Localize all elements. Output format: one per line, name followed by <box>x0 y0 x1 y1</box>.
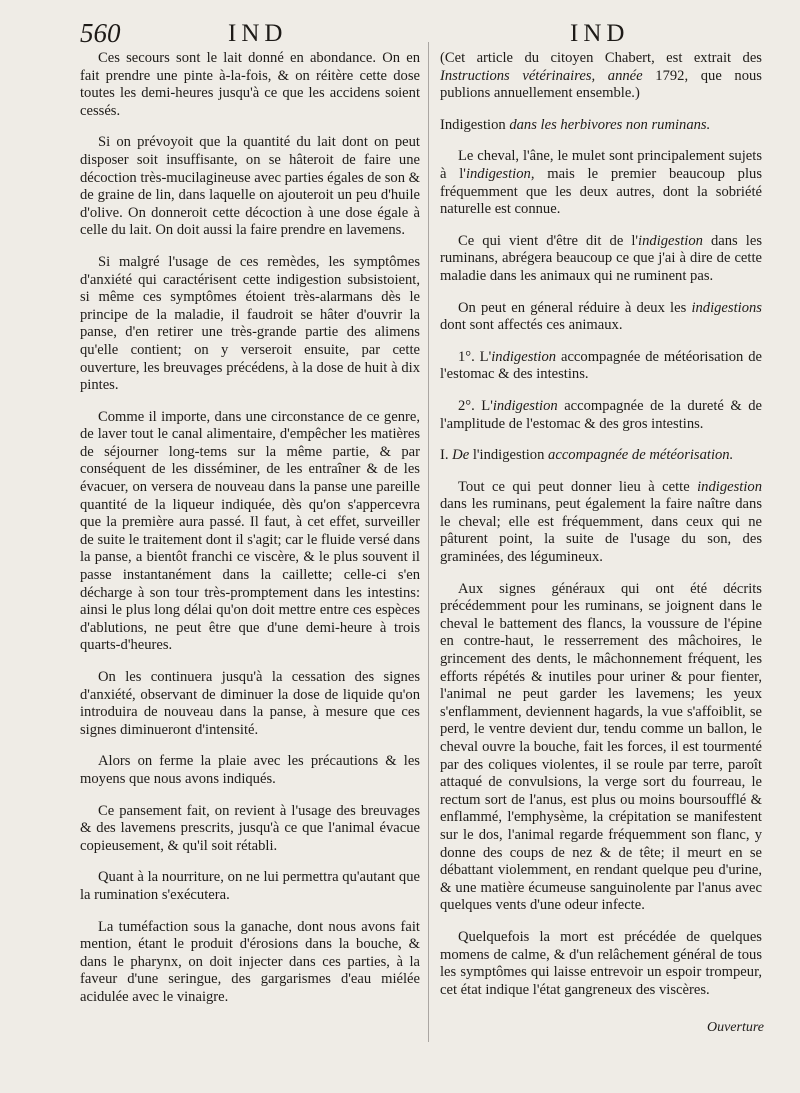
paragraph: Si on prévoyoit que la quantité du lait dont on peut disposer soit insuffisante, on se hâteroit de faire une décoction très-mucilagineuse avec parties égales de son & de graine de lin, dans laquelle on ajouteroit un peu d'huile d'olive. On donneroit cette décoction à une dose égale à celle du lait. On doit aussi la faire prendre en lavemens. <box>80 134 420 239</box>
paragraph: Aux signes généraux qui ont été décrits précédemment pour les ruminans, se joignent dans le cheval le battement des flancs, la voussure de l'épine en contre-haut, le resserrement des mâchoires, le grincement des dents, le mâchonnement fréquent, les efforts répétés & inutiles pour uriner & pour fienter, l'animal ne peut garder les lavemens; les yeux s'enflamment, deviennent hagards, la vue s'affoiblit, se perd, le ventre devient dur, tendu comme un ballon, le cheval ouvre la bouche, fait les forces, il est tourmenté par des coliques violentes, il se roule par terre, paroît attaqué de convulsions, la verge sort du fourreau, le rectum sort de l'anus, est plus ou moins boursoufflé & enflammé, l'emphysème, la crépitation se manifestent sur le dos, l'animal regarde fréquemment son flanc, y donne des coups de nez & de tête; il meurt en se débattant violemment, en rendant quelque peu d'urine, & une matière écumeuse sanguinolente par l'anus avec quelques vents d'une odeur infecte. <box>440 580 762 914</box>
header-right-word: IND <box>570 20 630 47</box>
paragraph: Ce pansement fait, on revient à l'usage des breuvages & des lavemens prescrits, jusqu'à ce que l'animal évacue copieusement, & qu'il soit rétabli. <box>80 802 420 854</box>
running-header <box>0 12 800 52</box>
section-heading: Indigestion dans les herbivores non ruminans. <box>440 116 711 133</box>
subsection-heading: I. De l'indigestion accompagnée de météorisation. <box>440 447 734 464</box>
paragraph: Quant à la nourriture, on ne lui permettra qu'autant que la rumination s'exécutera. <box>80 869 420 903</box>
paragraph: Comme il importe, dans une circonstance de ce genre, de laver tout le canal alimentaire, d'empêcher les matières de séjourner long-tems sur la même partie, & par conséquent de les disséminer, de les entraîner & de les évacuer, on versera de nouveau dans la panse une pareille quantité de la liqueur indiquée, dès qu'on s'appercevra que la première aura passé. Il faut, à cet effet, surveiller de suite le traitement dont il s'agit; car le fluide versé dans la panse, a bientôt franchi ce viscère, & le plus souvent il passe instantanément dans la caillette; celle-ci s'en décharge à son tour très-promptement dans les intestins: ainsi le plus long délai qu'on doit mettre entre ces espèces d'ablutions, ne peut être que d'une demi-heure à trois quarts-d'heures. <box>80 408 420 654</box>
paragraph: Le cheval, l'âne, le mulet sont principalement sujets à l'indigestion, mais le premier beaucoup plus fréquemment que les deux autres, dont la sobriété naturelle est connue. <box>440 148 763 218</box>
paragraph: Ce qui vient d'être dit de l'indigestion dans les ruminans, abrégera beaucoup ce que j'ai à dire de cette maladie dans les animaux qui ne ruminent pas. <box>440 232 762 284</box>
paragraph: Quelquefois la mort est précédée de quelques momens de calme, & d'un relâchement général de tous les symptômes qui laisse entrevoir un espoir trompeur, cet état indique l'état gangreneux des viscères. <box>440 928 762 998</box>
source-note: (Cet article du citoyen Chabert, est extrait des Instructions vétérinaires, année 1792, que nous publions annuellement ensemble.) <box>440 50 762 102</box>
right-column <box>440 50 762 1013</box>
column-divider <box>428 42 429 1042</box>
paragraph: Ces secours sont le lait donné en abondance. On en fait prendre une pinte à-la-fois, & on réitère cette dose toutes les demi-heures jusqu'à ce que les accidens soient cessés. <box>80 50 420 119</box>
paragraph: Tout ce qui peut donner lieu à cette indigestion dans les ruminans, peut également la faire naître dans le cheval; elle est fréquemment, dans ceux qui ne pâturent point, la suite de l'usage du son, des graminées, des légumineux. <box>440 478 762 566</box>
paragraph: La tuméfaction sous la ganache, dont nous avons fait mention, étant le produit d'érosions dans la bouche, & dans le pharynx, on doit injecter dans ces parties, à la faveur d'une seringue, des gargarismes d'eau miélée acidulée avec le vinaigre. <box>80 918 420 1005</box>
paragraph: Alors on ferme la plaie avec les précautions & les moyens que nous avons indiqués. <box>80 753 420 787</box>
left-column <box>80 50 420 1021</box>
page-number: 560 <box>80 18 121 48</box>
catchword: Ouverture <box>706 1020 764 1035</box>
paragraph: On peut en géneral réduire à deux les indigestions dont sont affectés ces animaux. <box>440 299 762 334</box>
paragraph: On les continuera jusqu'à la cessation des signes d'anxiété, observant de diminuer la dose de liquide qu'on introduira de nouveau dans la panse, à mesure que ces signes diminueront d'intensité. <box>80 669 420 738</box>
list-item: 2°. L'indigestion accompagnée de la dureté & de l'amplitude de l'estomac & des gros intestins. <box>440 397 762 432</box>
paragraph: Si malgré l'usage de ces remèdes, les symptômes d'anxiété qui caractérisent cette indigestion subsistoient, si même ces symptômes étoient très-alarmans dès le principe de la maladie, il faudroit se hâter d'ouvrir la panse, d'en retirer une très-grande partie des alimens qu'elle contient; on y verseroit ensuite, par cette ouverture, les breuvages précédens, à la dose de huit à dix pintes. <box>80 253 420 394</box>
list-item: 1°. L'indigestion accompagnée de météorisation de l'estomac & des intestins. <box>440 348 762 383</box>
header-left-word: IND <box>228 20 288 47</box>
